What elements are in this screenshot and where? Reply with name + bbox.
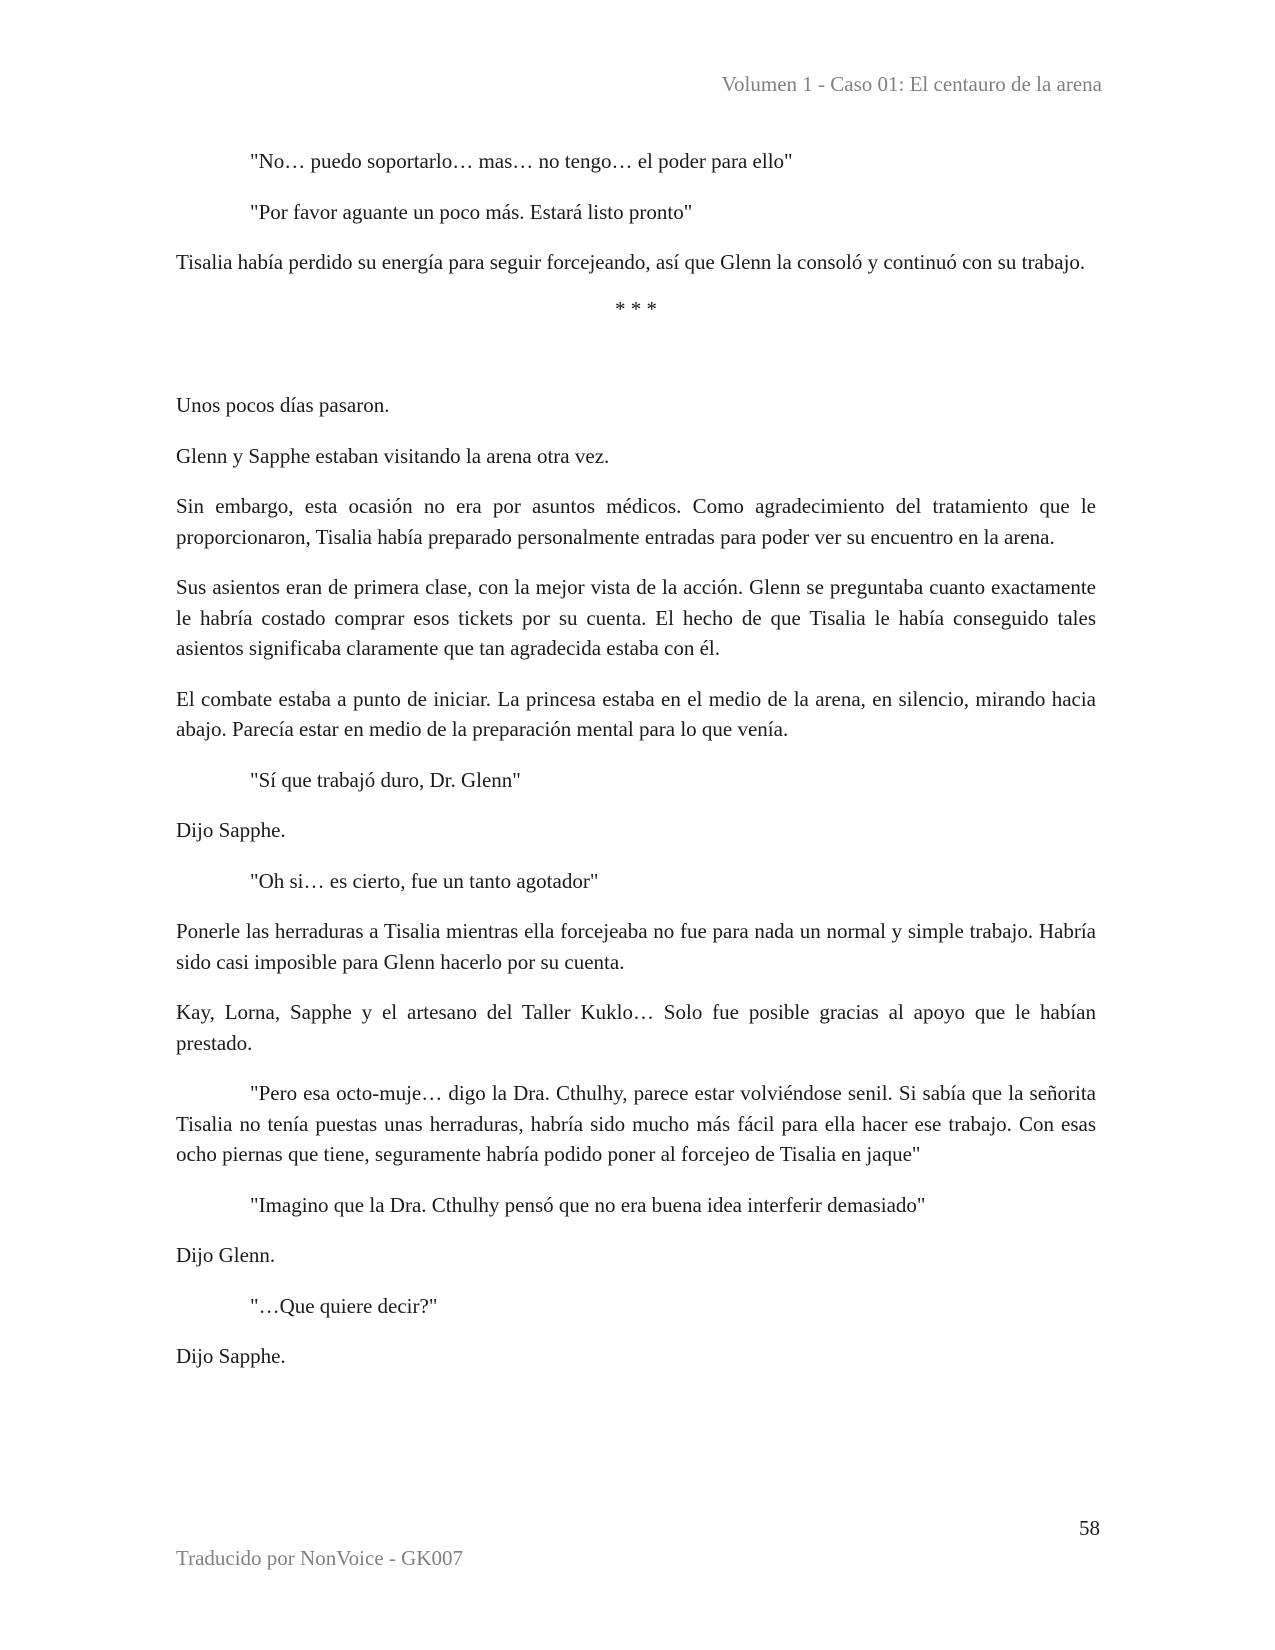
paragraph-narration: Sin embargo, esta ocasión no era por asuntos médicos. Como agradecimiento del tratamiento que le proporcionaron, Tisalia había preparado personalmente entradas para poder ver su encuentro en la arena.	[176, 494, 1096, 549]
paragraph-narration: Dijo Glenn.	[176, 1243, 276, 1267]
paragraph-dialog: "Imagino que la Dra. Cthulhy pensó que no era buena idea interferir demasiado"	[250, 1192, 926, 1217]
paragraph-narration: Dijo Sapphe.	[176, 818, 286, 842]
scene-separator: * * *	[615, 296, 657, 321]
paragraph-narration: Unos pocos días pasaron.	[176, 393, 390, 417]
paragraph-narration: Glenn y Sapphe estaban visitando la arena otra vez.	[176, 443, 610, 468]
paragraph-narration: El combate estaba a punto de iniciar. La princesa estaba en el medio de la arena, en silencio, mirando hacia abajo. Parecía estar en medio de la preparación mental para lo que venía.	[176, 686, 1096, 741]
running-header: Volumen 1 - Caso 01: El centauro de la arena	[721, 72, 1102, 96]
page-body	[176, 146, 1096, 1392]
paragraph-dialog: "Pero esa octo-muje… digo la Dra. Cthulhy, parece estar volviéndose senil. Si sabía que la señorita Tisalia no tenía puestas unas herraduras, habría sido mucho más fácil para ella hacer ese trabajo. Con esas ocho piernas que tiene, seguramente habría podido poner al forcejeo de Tisalia en jaque"	[176, 1081, 1096, 1166]
paragraph-dialog: "…Que quiere decir?"	[250, 1293, 438, 1318]
paragraph-narration: Ponerle las herraduras a Tisalia mientras ella forcejeaba no fue para nada un normal y simple trabajo. Habría sido casi imposible para Glenn hacerlo por su cuenta.	[176, 919, 1096, 974]
paragraph-dialog: "Por favor aguante un poco más. Estará listo pronto"	[250, 199, 693, 224]
paragraph-dialog: "No… puedo soportarlo… mas… no tengo… el poder para ello"	[250, 149, 793, 173]
paragraph-dialog: "Sí que trabajó duro, Dr. Glenn"	[250, 767, 521, 792]
paragraph-narration: Kay, Lorna, Sapphe y el artesano del Taller Kuklo… Solo fue posible gracias al apoyo que le habían prestado.	[176, 1000, 1096, 1055]
page-number: 58	[1079, 1516, 1100, 1540]
paragraph-narration: Tisalia había perdido su energía para seguir forcejeando, así que Glenn la consoló y continuó con su trabajo.	[176, 250, 1086, 274]
paragraph-narration: Dijo Sapphe.	[176, 1344, 286, 1368]
footer-credit: Traducido por NonVoice - GK007	[176, 1546, 463, 1570]
paragraph-dialog: "Oh si… es cierto, fue un tanto agotador"	[250, 868, 599, 893]
paragraph-narration: Sus asientos eran de primera clase, con la mejor vista de la acción. Glenn se preguntaba cuanto exactamente le habría costado comprar esos tickets por su cuenta. El hecho de que Tisalia le había conseguido tales asientos significaba claramente que tan agradecida estaba con él.	[176, 575, 1096, 660]
